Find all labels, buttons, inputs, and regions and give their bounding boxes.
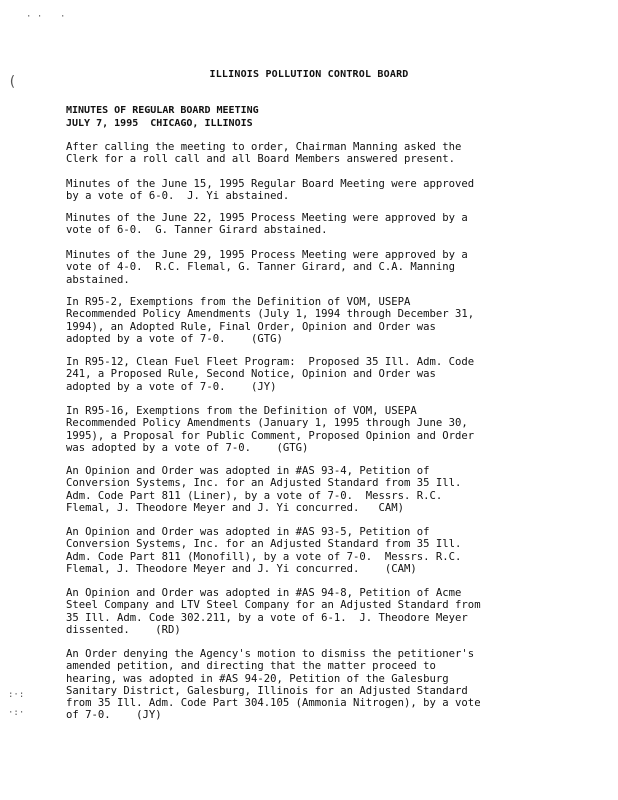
- text-line: Recommended Policy Amendments (July 1, 1994 through December 31,: [66, 308, 475, 321]
- text-line: In R95-12, Clean Fuel Fleet Program: Proposed 35 Ill. Adm. Code: [66, 356, 475, 368]
- text-line: Minutes of the June 15, 1995 Regular Board Meeting were approved: [66, 178, 475, 190]
- text-line: vote of 6-0. G. Tanner Girard abstained.: [66, 224, 328, 237]
- text-line: Adm. Code Part 811 (Monofill), by a vote of 7-0. Messrs. R.C.: [66, 550, 462, 563]
- text-line: An Opinion and Order was adopted in #AS 93-5, Petition of: [66, 526, 430, 538]
- text-line: Flemal, J. Theodore Meyer and J. Yi concurred. CAM): [66, 501, 405, 514]
- meeting-title-line: MINUTES OF REGULAR BOARD MEETING: [66, 105, 259, 116]
- paragraph-r95-16: [66, 405, 546, 454]
- paragraph-as-94-20: [66, 648, 546, 722]
- text-line: An Order denying the Agency's motion to dismiss the petitioner's: [66, 648, 475, 660]
- text-line: An Opinion and Order was adopted in #AS 94-8, Petition of Acme: [66, 587, 462, 599]
- scan-mark: · ·: [26, 12, 43, 22]
- text-line: 35 Ill. Adm. Code 302.211, by a vote of 6-1. J. Theodore Meyer: [66, 611, 468, 624]
- text-line: 241, a Proposed Rule, Second Notice, Opinion and Order was: [66, 368, 436, 381]
- text-line: Sanitary District, Galesburg, Illinois for an Adjusted Standard: [66, 684, 468, 697]
- text-line: Flemal, J. Theodore Meyer and J. Yi concurred. (CAM): [66, 562, 417, 575]
- text-line: Conversion Systems, Inc. for an Adjusted Standard from 35 Ill.: [66, 477, 462, 490]
- text-line: 1994), an Adopted Rule, Final Order, Opinion and Order was: [66, 320, 436, 333]
- text-line: of 7-0. (JY): [66, 709, 162, 722]
- scan-mark: (: [8, 74, 17, 90]
- text-line: Minutes of the June 29, 1995 Process Meeting were approved by a: [66, 249, 468, 261]
- paragraph-r95-12: [66, 356, 546, 393]
- text-line: An Opinion and Order was adopted in #AS 93-4, Petition of: [66, 465, 430, 477]
- text-line: Adm. Code Part 811 (Liner), by a vote of 7-0. Messrs. R.C.: [66, 489, 443, 502]
- text-line: dissented. (RD): [66, 623, 181, 636]
- text-line: hearing, was adopted in #AS 94-20, Petition of the Galesburg: [66, 672, 449, 685]
- text-line: from 35 Ill. Adm. Code Part 304.105 (Ammonia Nitrogen), by a vote: [66, 697, 481, 710]
- text-line: Steel Company and LTV Steel Company for an Adjusted Standard from: [66, 599, 481, 612]
- text-line: adopted by a vote of 7-0. (JY): [66, 380, 277, 393]
- scan-mark: :·:: [8, 690, 25, 700]
- scan-mark: ·: [60, 12, 66, 22]
- paragraph-minutes-june-22: [66, 212, 546, 237]
- text-line: was adopted by a vote of 7-0. (GTG): [66, 441, 309, 454]
- text-line: In R95-2, Exemptions from the Definition of VOM, USEPA: [66, 296, 411, 308]
- paragraph-roll-call: [66, 141, 546, 166]
- meeting-date-line: JULY 7, 1995 CHICAGO, ILLINOIS: [66, 118, 253, 129]
- text-line: Recommended Policy Amendments (January 1, 1995 through June 30,: [66, 417, 468, 430]
- text-line: abstained.: [66, 273, 130, 286]
- paragraph-as-94-8: [66, 587, 546, 636]
- paragraph-minutes-june-29: [66, 249, 546, 286]
- paragraph-minutes-june-15: [66, 178, 546, 203]
- text-line: After calling the meeting to order, Chairman Manning asked the: [66, 141, 462, 153]
- text-line: amended petition, and directing that the matter proceed to: [66, 660, 436, 673]
- agency-header: ILLINOIS POLLUTION CONTROL BOARD: [209, 69, 409, 80]
- text-line: Minutes of the June 22, 1995 Process Meeting were approved by a: [66, 212, 468, 224]
- text-line: Clerk for a roll call and all Board Members answered present.: [66, 153, 456, 166]
- paragraph-as-93-5: [66, 526, 546, 575]
- meeting-title: [66, 104, 259, 130]
- scan-mark: ·:·: [8, 708, 25, 718]
- paragraph-as-93-4: [66, 465, 546, 514]
- text-line: by a vote of 6-0. J. Yi abstained.: [66, 190, 290, 203]
- paragraph-r95-2: [66, 296, 546, 345]
- text-line: Conversion Systems, Inc. for an Adjusted Standard from 35 Ill.: [66, 538, 462, 551]
- text-line: adopted by a vote of 7-0. (GTG): [66, 332, 283, 345]
- text-line: vote of 4-0. R.C. Flemal, G. Tanner Girard, and C.A. Manning: [66, 261, 456, 274]
- text-line: 1995), a Proposal for Public Comment, Proposed Opinion and Order: [66, 429, 475, 442]
- text-line: In R95-16, Exemptions from the Definition of VOM, USEPA: [66, 405, 417, 417]
